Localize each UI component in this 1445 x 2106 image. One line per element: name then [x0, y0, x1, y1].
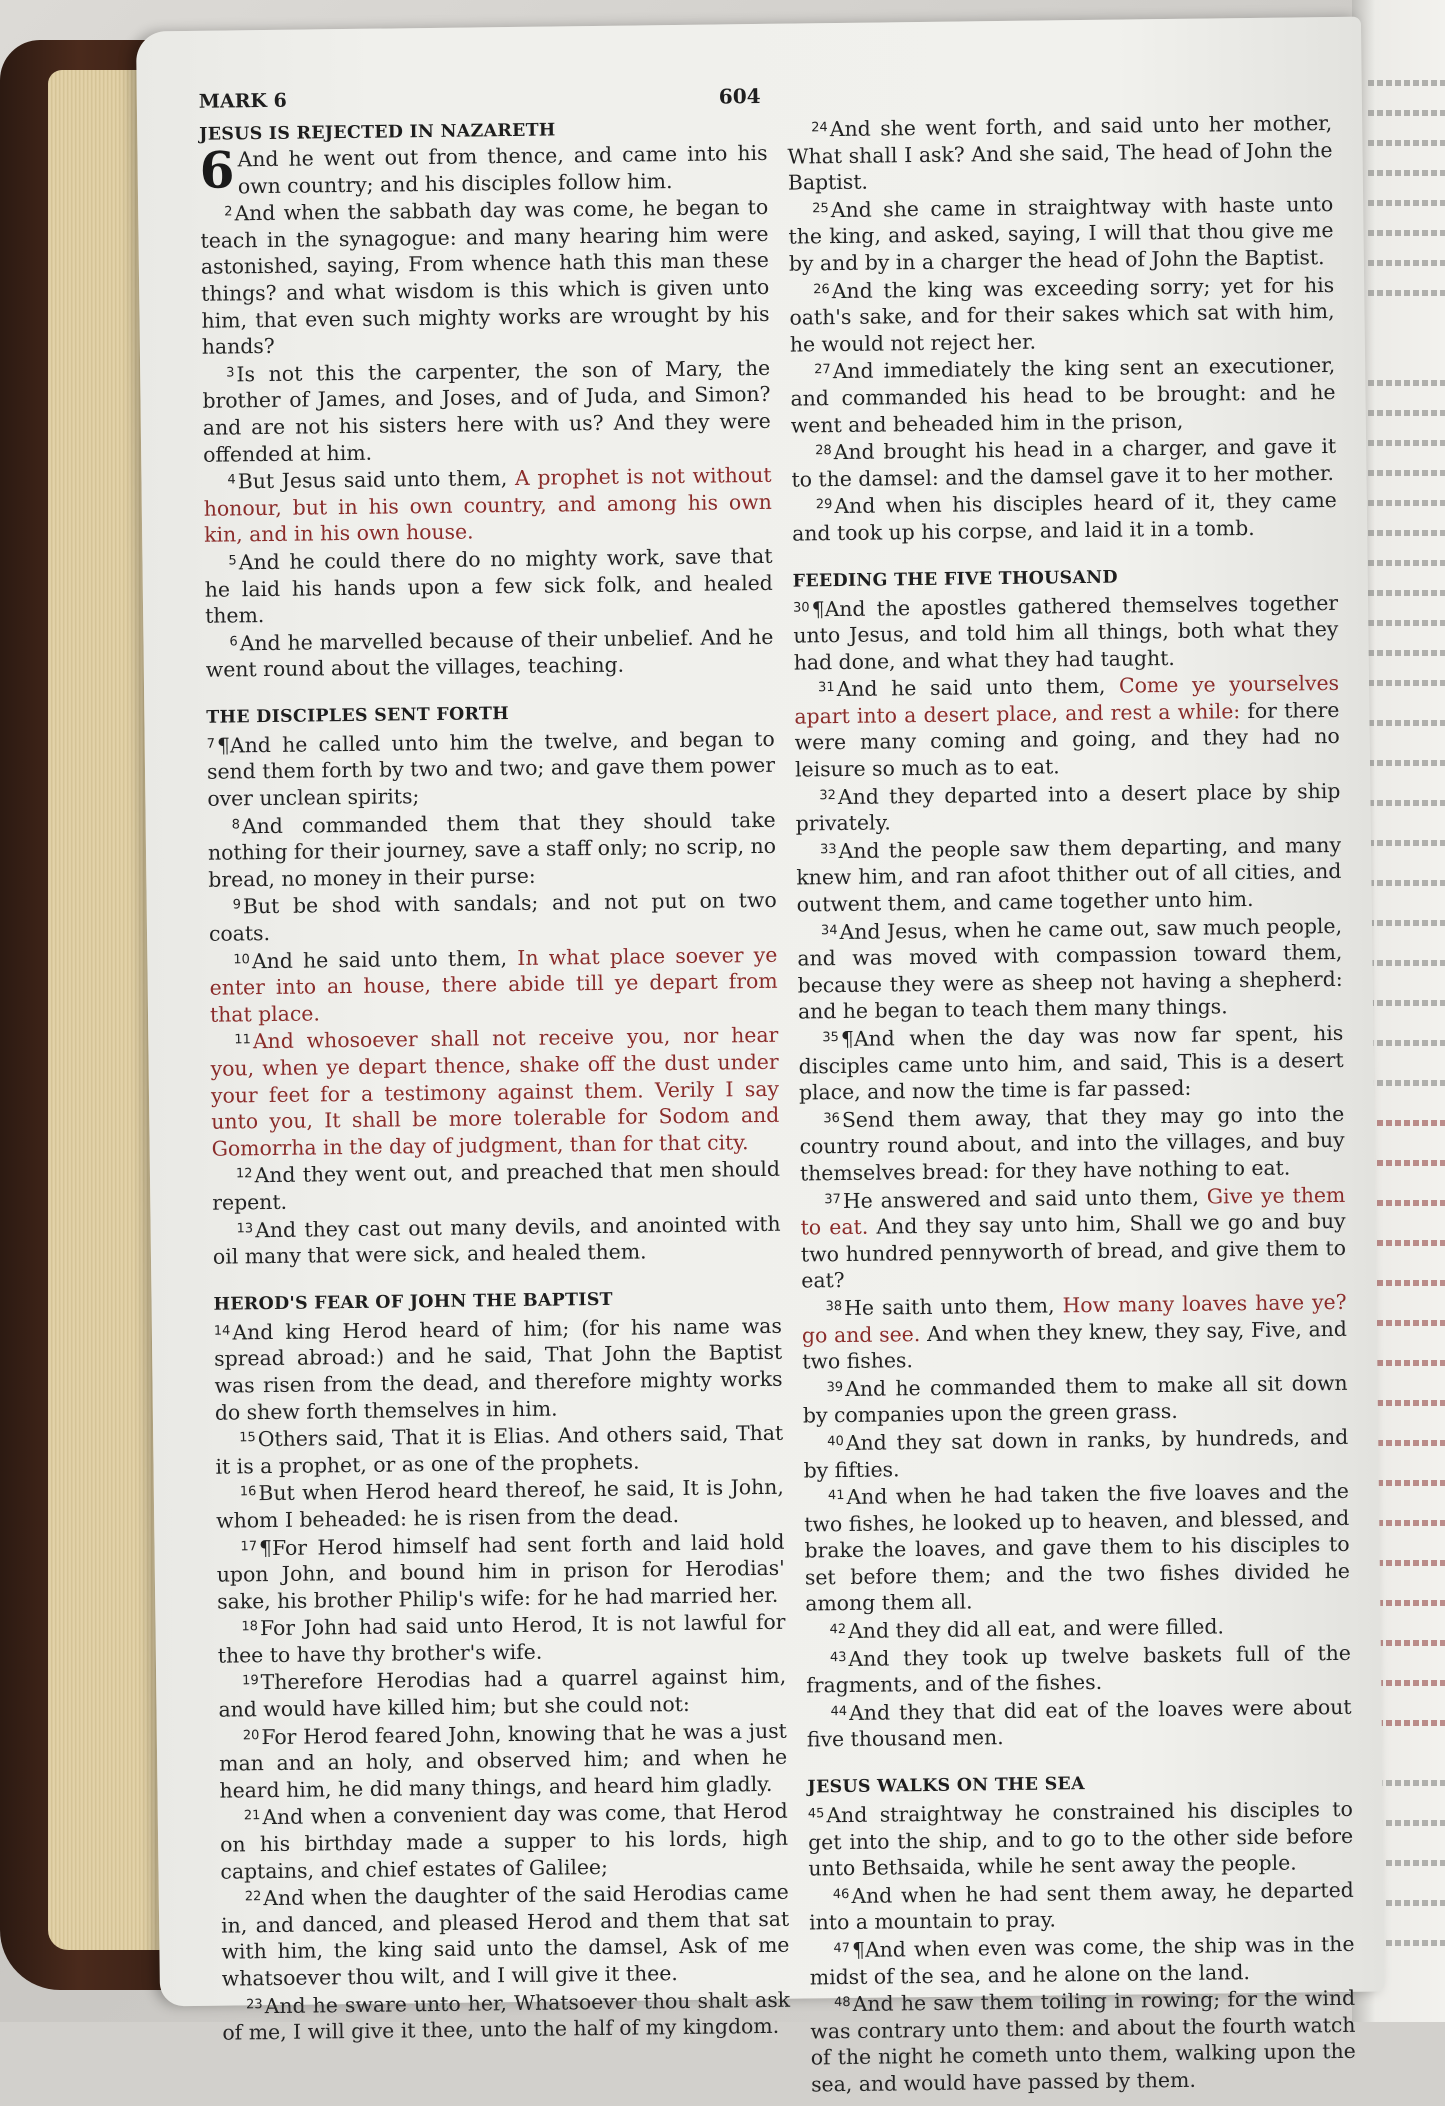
right-column	[787, 109, 1356, 2098]
left-column	[199, 116, 790, 2047]
words-of-christ: A prophet is not without honour, but in his own country, and among his own kin, and in his own house.	[203, 462, 772, 548]
verse-number: 11	[234, 1032, 251, 1048]
bible-page	[136, 17, 1385, 2097]
verse-number: 33	[819, 841, 837, 858]
verse	[797, 912, 1343, 1026]
verse-text: And when the sabbath day was come, he began to teach in the synagogue: and many hearing him were astonished, saying, From whence hath this man these things? and what wisdom is this which is given unto him, that even such mighty works are wrought by his hands?	[200, 195, 770, 359]
verse-number: 35	[822, 1030, 839, 1046]
verse	[214, 1312, 783, 1426]
verse	[209, 886, 778, 947]
verse-number: 26	[813, 281, 830, 297]
verse-number: 14	[213, 1323, 231, 1339]
verse-text: And they went out, and preached that men should repent.	[212, 1157, 781, 1215]
verse-text: But when Herod heard thereof, he said, It is John, whom I beheaded: he is risen from the dead.	[216, 1475, 784, 1533]
verse	[806, 1638, 1352, 1699]
verse	[219, 1716, 788, 1804]
verse-text: ¶And when the day was now far spent, his disciples came unto him, and said, This is a desert place, and now the time is far passed:	[798, 1020, 1344, 1105]
section-heading: THE DISCIPLES SENT FORTH	[206, 703, 509, 728]
verse	[216, 1527, 785, 1615]
verse-text: And they cast out many devils, and anointed with oil many that were sick, and healed them.	[212, 1211, 781, 1269]
verse-text: Therefore Herodias had a quarrel against him, and would have killed him; but she could not:	[218, 1664, 787, 1722]
words-of-christ: In what place soever ye enter into an house, there abide till ye depart from that place.	[209, 942, 778, 1027]
verse-text: And he commanded them to make all sit down by companies upon the green grass.	[802, 1370, 1348, 1428]
verse	[217, 1608, 786, 1669]
verse-text: And they took up twelve baskets full of the fragments, and of the fishes.	[806, 1640, 1352, 1698]
verse-number: 44	[830, 1703, 848, 1720]
verse-number: 43	[829, 1649, 847, 1665]
verse	[801, 1288, 1347, 1375]
verse-text: And when his disciples heard of it, they came and took up his corpse, and laid it in a tomb.	[792, 488, 1337, 546]
verse	[204, 542, 773, 630]
verse-number: 41	[827, 1488, 845, 1504]
verse	[798, 1019, 1344, 1106]
verse	[809, 1876, 1355, 1937]
verse	[220, 1797, 789, 1885]
verse-text: And straightway he constrained his disciples to get into the ship, and to go to the other side before unto Bethsaida, while he sent away the people.	[808, 1796, 1354, 1881]
book-chapter-label: MARK 6	[198, 89, 287, 113]
verse-text: And he said unto them,	[836, 673, 1120, 702]
verse-text: And Jesus, when he came out, saw much people, and was moved with compassion toward them, because they were as sheep not having a shepherd: and he began to teach them many things.	[797, 913, 1343, 1024]
verse-text: And when they knew, they say, Five, and two fishes.	[802, 1316, 1348, 1374]
verse	[788, 190, 1334, 277]
verse-text: And he sware unto her, Whatsoever thou shalt ask of me, I will give it thee, unto the half of my kingdom.	[222, 1987, 791, 2045]
verse	[793, 588, 1339, 675]
verse-number: 9	[232, 897, 242, 913]
verse-number: 36	[823, 1110, 840, 1127]
verse-number: 16	[239, 1484, 257, 1500]
verse	[215, 1419, 784, 1480]
verse-text: And immediately the king sent an executioner, and commanded his head to be brought: and he went and beheaded him in the prison,	[790, 353, 1336, 438]
verse-text: And when he had sent them away, he departed into a mountain to pray.	[808, 1877, 1354, 1935]
verse-text: And they did all eat, and were filled.	[847, 1614, 1225, 1644]
verse-number: 47	[833, 1940, 851, 1957]
verse	[804, 1477, 1351, 1618]
verse	[802, 1369, 1348, 1430]
verse-number: 7	[206, 736, 216, 752]
verse	[199, 140, 768, 200]
verse-number: 13	[236, 1220, 254, 1236]
verse-text: Is not this the carpenter, the son of Mary, the brother of James, and Joses, and of Juda, and Simon? and are not his sisters here with us? And they were offended at him.	[202, 355, 771, 467]
verse-number: 18	[241, 1619, 259, 1635]
verse-number: 45	[807, 1806, 825, 1822]
verse	[794, 669, 1340, 783]
verse	[795, 777, 1341, 838]
verse	[790, 351, 1336, 438]
verse-number: 31	[817, 680, 835, 696]
section-heading: JESUS IS REJECTED IN NAZARETH	[199, 120, 556, 145]
verse	[216, 1473, 785, 1534]
verse-text: And she went forth, and said unto her mother, What shall I ask? And she said, The head of John the Baptist.	[787, 110, 1333, 195]
chapter-number: 6	[199, 140, 235, 200]
verse-number: 37	[824, 1191, 841, 1207]
verse-number: 4	[227, 472, 236, 488]
verse-number: 27	[814, 362, 831, 378]
verse-text: He answered and said unto them,	[842, 1184, 1207, 1213]
verse-text: For John had said unto Herod, It is not lawful for thee to have thy brother's wife.	[217, 1610, 786, 1668]
verse-number: 25	[812, 200, 829, 217]
verse-number: 10	[233, 951, 250, 968]
verse-text: But be shod with sandals; and not put on two coats.	[208, 888, 777, 946]
verse-number: 23	[246, 1996, 263, 2012]
verse-text: ¶And he called unto him the twelve, and began to send them forth by two and two; and gave them power over unclean spirits;	[206, 726, 776, 811]
verse-number: 39	[826, 1379, 844, 1395]
verse	[218, 1662, 787, 1723]
words-of-christ: Give ye them to eat.	[800, 1182, 1346, 1240]
verse	[806, 1693, 1352, 1754]
verse	[800, 1180, 1346, 1294]
verse	[209, 940, 778, 1028]
verse-number: 42	[829, 1622, 847, 1638]
verse-text: Others said, That it is Elias. And others said, That it is a prophet, or as one of the prophets.	[215, 1420, 784, 1479]
verse-text: ¶For Herod himself had sent forth and laid hold upon John, and bound him in prison for Herodias' sake, his brother Philip's wife: for he had married her.	[216, 1529, 785, 1614]
verse-text: And when a convenient day was come, that Herod on his birthday made a supper to his lords, high captains, and chief estates of Galilee;	[219, 1799, 789, 1884]
verse-text: for there were many coming and going, and they had no leisure so much as to eat.	[794, 697, 1340, 782]
verse	[787, 109, 1333, 196]
verse-number: 12	[235, 1166, 253, 1182]
section-heading: HEROD'S FEAR OF JOHN THE BAPTIST	[213, 1289, 613, 1315]
verse-number: 2	[224, 204, 233, 220]
verse-text: And the king was exceeding sorry; yet for his oath's sake, and for their sakes which sat with him, he would not reject her.	[789, 272, 1335, 357]
verse-text: And he went out from thence, and came into his own country; and his disciples follow him.	[237, 140, 768, 198]
verse	[202, 354, 771, 468]
verse-text: And they that did eat of the loaves were about five thousand men.	[806, 1694, 1352, 1752]
verse-number: 3	[226, 365, 235, 381]
verse-number: 19	[242, 1673, 259, 1689]
words-of-christ: Come ye yourselves apart into a desert place, and rest a while:	[794, 671, 1340, 729]
verse-number: 38	[825, 1298, 843, 1315]
verse-text: And commanded them that they should take nothing for their journey, save a staff only; no scrip, no bread, no money in their purse:	[207, 807, 777, 892]
verse-number: 30	[792, 599, 810, 616]
verse-text: And they sat down in ranks, by hundreds, and by fifties.	[803, 1424, 1349, 1483]
verse	[205, 623, 774, 684]
verse	[792, 486, 1338, 547]
verse-number: 15	[239, 1430, 256, 1446]
verse	[221, 1878, 790, 1992]
verse-text: And he saw them toiling in rowing; for the wind was contrary unto them: and about the fourth watch of the night he cometh unto them, walking upon the sea, and would have passed by them.	[810, 1985, 1356, 2097]
words-of-christ: How many loaves have ye? go and see.	[801, 1289, 1347, 1348]
verse-number: 5	[228, 553, 237, 569]
verse	[808, 1795, 1354, 1882]
verse-number: 48	[834, 1995, 851, 2011]
verse-text: And he marvelled because of their unbelief. And he went round about the villages, teaching.	[205, 624, 774, 683]
verse-number: 29	[815, 497, 833, 513]
verse-number: 8	[231, 817, 241, 833]
verse-number: 17	[240, 1538, 258, 1554]
verse	[208, 805, 777, 893]
verse	[203, 461, 772, 549]
verse-text: And king Herod heard of him; (for his name was spread abroad:) and he said, That John the Baptist was risen from the dead, and therefore mighty works do shew forth themselves in him.	[214, 1313, 783, 1425]
verse-number: 6	[229, 634, 238, 650]
verse-number: 46	[832, 1886, 850, 1902]
verse-text: And he said unto them,	[251, 945, 518, 973]
verse-text: And he could there do no mighty work, save that he laid his hands upon a few sick folk, and healed them.	[204, 543, 773, 628]
verse	[789, 271, 1335, 358]
verse-text: And brought his head in a charger, and gave it to the damsel: and the damsel gave it to her mother.	[791, 434, 1337, 492]
section-heading: JESUS WALKS ON THE SEA	[807, 1774, 1085, 1798]
verse	[803, 1423, 1349, 1484]
verse-text: ¶And when even was come, the ship was in the midst of the sea, and he alone on the land.	[809, 1931, 1355, 1990]
verse-text: And when he had taken the five loaves and the two fishes, he looked up to heaven, and blessed, and brake the loaves, and gave them to his disciples to set before them; and the two fishes divided he among them all.	[804, 1478, 1351, 1616]
verse-number: 21	[243, 1808, 261, 1824]
verse-text: And they departed into a desert place by ship privately.	[795, 778, 1341, 836]
verse-number: 24	[811, 120, 828, 136]
verse	[207, 725, 776, 813]
verse-text: But Jesus said unto them,	[237, 466, 516, 494]
verse	[222, 1985, 791, 2046]
words-of-christ: And whosoever shall not receive you, nor hear you, when ye depart thence, shake off the dust under your feet for a testimony against them. Verily I say unto you, It shall be more tolerable for Sodom and Gomorrha in the day of judgment, than for that city.	[210, 1023, 780, 1161]
verse-text: For Herod feared John, knowing that he was a just man and an holy, and observed him; and when he heard him, he did many things, and heard him gladly.	[219, 1718, 788, 1803]
verse-number: 34	[820, 922, 838, 938]
verse-text: And when the daughter of the said Herodias came in, and danced, and pleased Herod and them that sat with him, the king said unto the damsel, Ask of me whatsoever thou wilt, and I will give it thee.	[220, 1879, 790, 1991]
verse	[799, 1100, 1345, 1187]
verse	[791, 432, 1337, 493]
verse	[810, 1984, 1356, 2098]
verse	[210, 1021, 780, 1162]
verse	[809, 1930, 1355, 1991]
verse-text: And they say unto him, Shall we go and buy two hundred pennyworth of bread, and give them to eat?	[800, 1209, 1347, 1293]
verse-text: And she came in straightway with haste unto the king, and asked, saying, I will that thou give me by and by in a charger the head of John the Baptist.	[788, 191, 1334, 276]
verse-number: 20	[242, 1727, 260, 1744]
verse-number: 40	[827, 1433, 844, 1450]
verse-text: ¶And the apostles gathered themselves together unto Jesus, and told him all things, both what they had done, and what they had taught.	[793, 590, 1339, 675]
page-number: 604	[718, 83, 761, 109]
verse	[212, 1209, 781, 1270]
section-heading: FEEDING THE FIVE THOUSAND	[792, 567, 1118, 592]
verse-number: 22	[244, 1889, 262, 1905]
verse-number: 32	[819, 787, 837, 803]
verse	[212, 1155, 781, 1216]
verse	[796, 831, 1342, 918]
verse-text: Send them away, that they may go into the country round about, and into the villages, and buy themselves bread: for they have nothing to eat.	[799, 1101, 1345, 1186]
verse-number: 28	[815, 443, 832, 459]
verse-text: He saith unto them,	[844, 1293, 1063, 1320]
verse	[200, 193, 770, 360]
verse-text: And the people saw them departing, and many knew him, and ran afoot thither out of all cities, and outwent them, and came together unto him.	[796, 832, 1342, 917]
